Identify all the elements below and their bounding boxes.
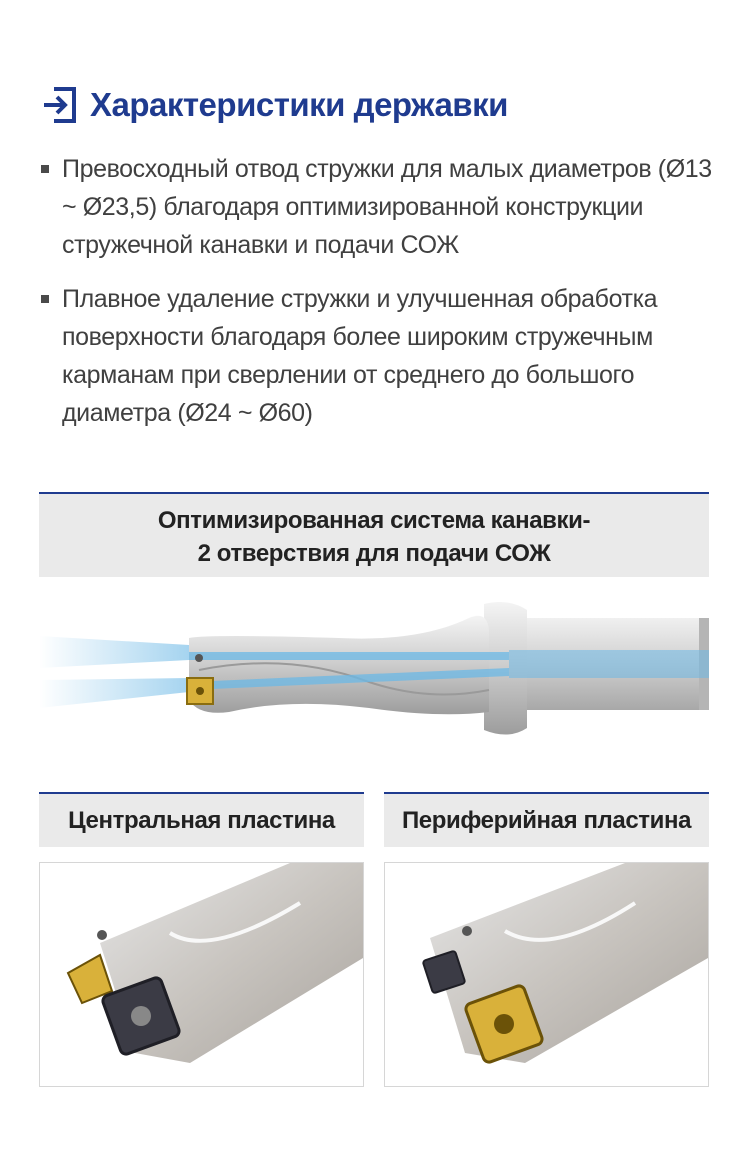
feature-text: Плавное удаление стружки и улучшенная обработка поверхности благодаря более широким стружечным карманам при сверлении от среднего до большого диаметра (Ø24 ~ Ø60) — [62, 285, 658, 427]
list-item — [40, 280, 715, 432]
peripheral-insert-image — [384, 862, 709, 1087]
drill-holder-illustration — [39, 590, 709, 750]
coolant-beam-upper — [39, 636, 189, 668]
banner-line-1: Оптимизированная система канавки- — [157, 507, 591, 534]
page-title: Характеристики державки — [90, 86, 508, 123]
bullet-square-icon — [41, 295, 49, 303]
feature-list — [40, 150, 715, 448]
list-item — [40, 150, 715, 264]
section-header — [40, 86, 508, 124]
feature-text: Превосходный отвод стружки для малых диаметров (Ø13 ~ Ø23,5) благодаря оптимизированной конструкции стружечной канавки и подачи СОЖ — [62, 155, 712, 259]
central-insert-image — [39, 862, 364, 1087]
coolant-system-banner — [39, 492, 709, 577]
banner-line-2: 2 отверствия для подачи СОЖ — [197, 540, 551, 567]
central-insert-label: Центральная пластина — [39, 792, 364, 847]
coolant-beam-lower — [39, 678, 189, 708]
peripheral-insert-label: Периферийная пластина — [384, 792, 709, 847]
arrow-into-box-icon — [40, 86, 78, 124]
bullet-square-icon — [41, 165, 49, 173]
tool-body — [430, 863, 708, 1063]
drill-holder-diagram — [39, 590, 709, 750]
